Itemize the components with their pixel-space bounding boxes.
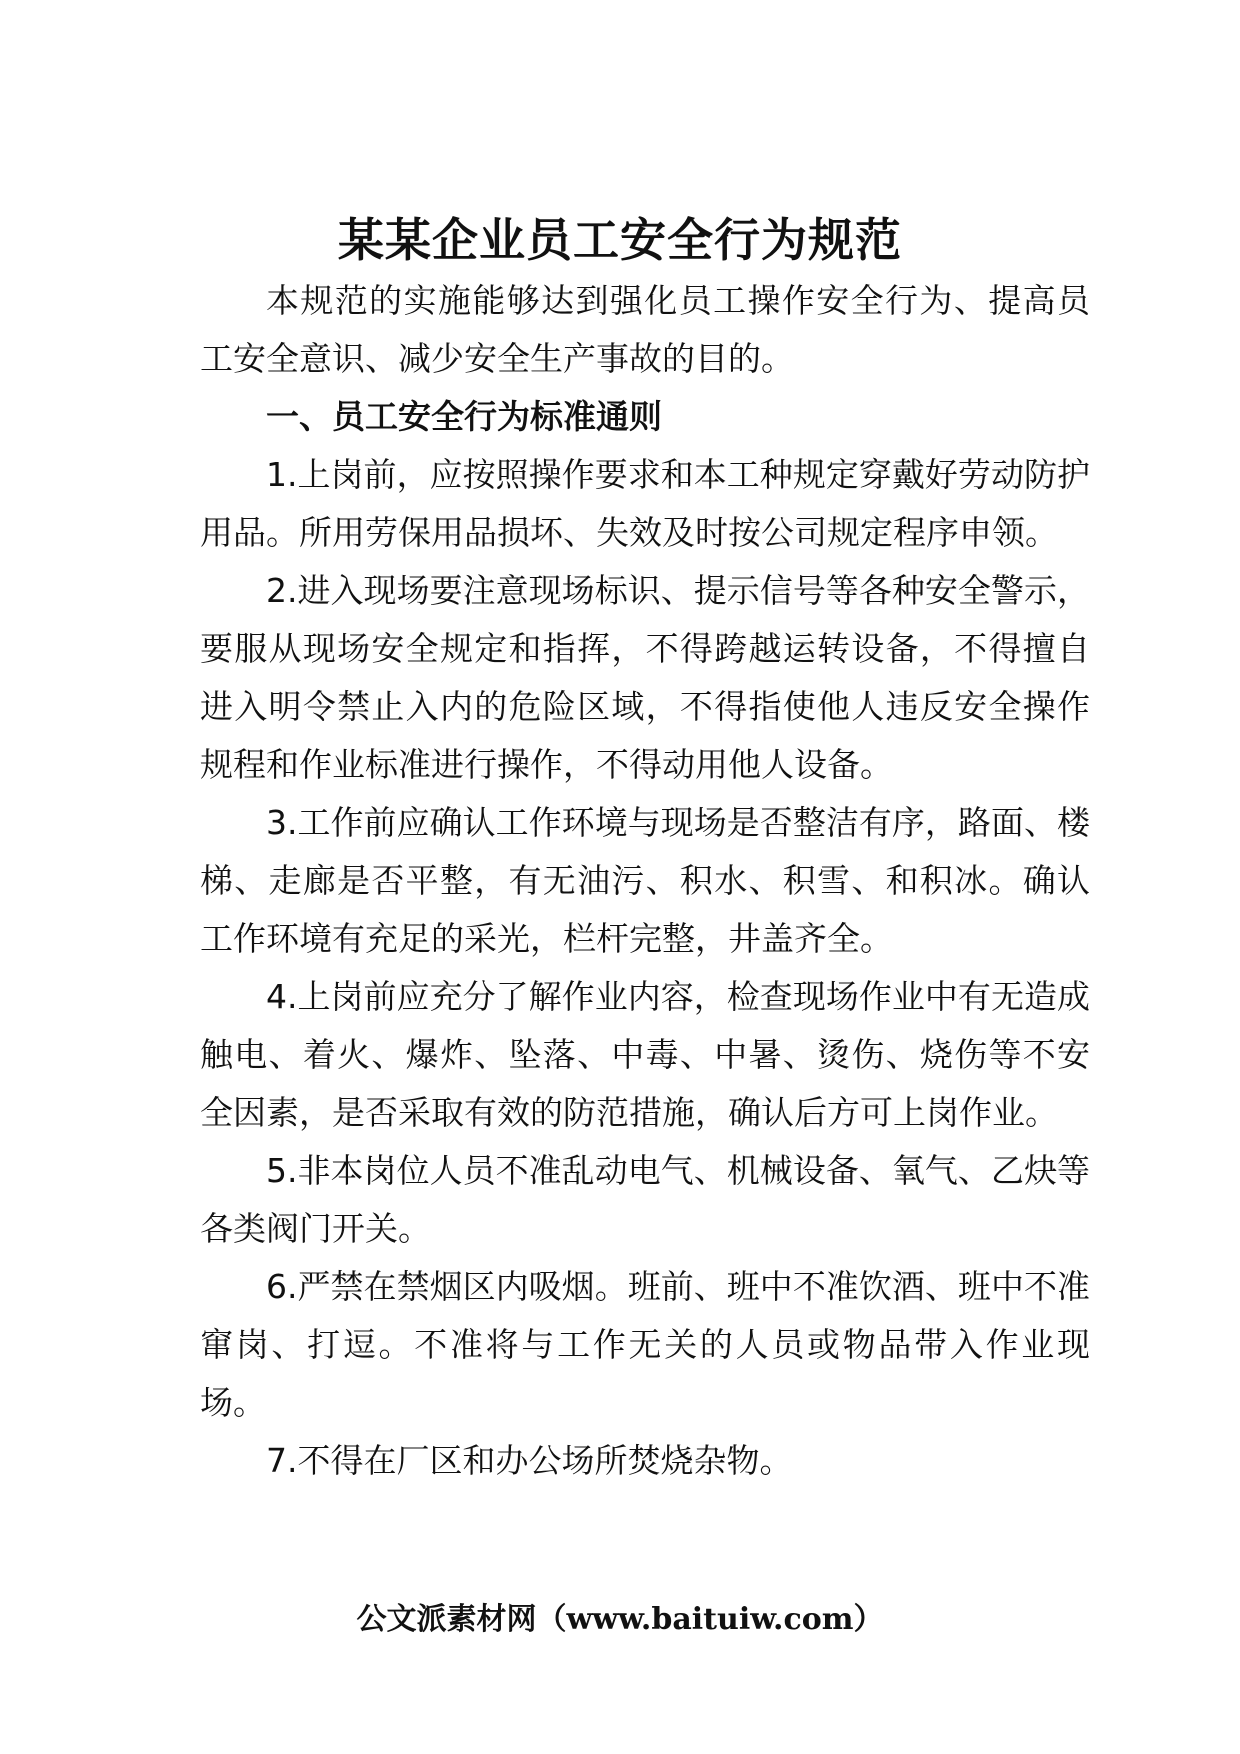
footer-source: 公文派素材网（www.baituiw.com） [356,1602,884,1637]
intro-paragraph: 本规范的实施能够达到强化员工操作安全行为、提高员工安全意识、减少安全生产事故的目的。 [200,281,1090,378]
rule-item-5: 5.非本岗位人员不准乱动电气、机械设备、氧气、乙炔等各类阀门开关。 [200,1151,1090,1248]
rule-item-6: 6.严禁在禁烟区内吸烟。班前、班中不准饮酒、班中不准窜岗、打逗。不准将与工作无关的人员或物品带入作业现场。 [200,1267,1090,1422]
rule-item-2: 2.进入现场要注意现场标识、提示信号等各种安全警示，要服从现场安全规定和指挥，不得跨越运转设备，不得擅自进入明令禁止入内的危险区域，不得指使他人违反安全操作规程和作业标准进行操作，不得动用他人设备。 [200,571,1090,784]
rule-item-4: 4.上岗前应充分了解作业内容，检查现场作业中有无造成触电、着火、爆炸、坠落、中毒、中暑、烫伤、烧伤等不安全因素，是否采取有效的防范措施，确认后方可上岗作业。 [200,977,1090,1132]
document-title: 某某企业员工安全行为规范 [338,213,902,267]
rule-item-3: 3.工作前应确认工作环境与现场是否整洁有序，路面、楼梯、走廊是否平整，有无油污、积水、积雪、和积冰。确认工作环境有充足的采光，栏杆完整，井盖齐全。 [200,803,1090,958]
rule-item-1: 1.上岗前，应按照操作要求和本工种规定穿戴好劳动防护用品。所用劳保用品损坏、失效及时按公司规定程序申领。 [200,455,1090,552]
section-heading: 一、员工安全行为标准通则 [266,397,662,436]
document-body [200,272,1090,1490]
rule-item-7: 7.不得在厂区和办公场所焚烧杂物。 [266,1441,793,1480]
